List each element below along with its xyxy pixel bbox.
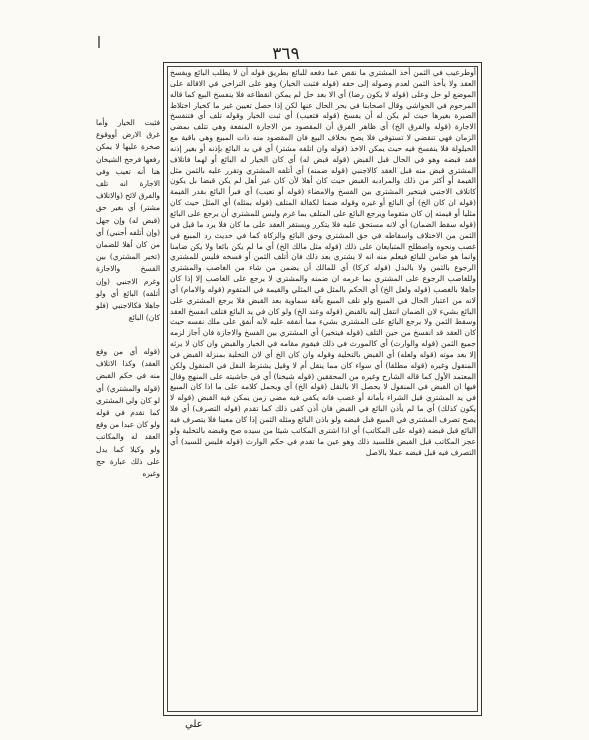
side-note-bottom-text: (قوله أي من وقع العقد) وكذا الاتلاف منه في حكم القبض (قوله والمشتري) أي لو كان ولي المشتري كما تقدم في قوله ولو كان عبدا من وقع العقد له والمكاتب ولو وكيلا كما يدل على ذلك عبارة حج وغيره — [96, 347, 160, 479]
main-text-block — [170, 68, 476, 710]
side-note-top-text: فثبت الخيار وأما غرق الارض أووقوع صخرة عليها لا يمكن رفعها فرجح الشيخان هنا أنه تعيب وفي الاجارة انه تلف والفرق لائح (والاتلاف مشتر) أي بغير حق (قبض له) وإن جهل (وإن أتلفه أجنبي) أي من كان أهلا للضمان (تخير المشتري) بين الفسخ والاجازة وغرم الاجنبي (وإن أتلفه) البائع أي ولو جاهلا فكالاجنبي (فلو كان) البائع — [95, 118, 160, 323]
side-note-top — [95, 117, 160, 323]
catchword: علي — [185, 719, 203, 730]
side-note-bottom — [96, 346, 160, 512]
main-text: أوطرعيب في الثمن أخذ المشتري ما نقص عما دفعه للبائع بطريق قوله أن لا يطلب البائع ويفسخ العقد ولا يأخذ الثمن لعدم وصوله إلى حقه (قوله فثبت الخيار) وهو على التراخي في الاقالة على الموضع لو حل وعلى (قوله لا يكون رضا) أي الا بعد حل لم يمكن انقطاعه فلا ينفسخ البيع كما قاله المرحوم في الحواشي وقال اصحابنا في بحر الحال عنها لكن إذا حصل تعيين غير ما كخيار اختلاط الصبرة بغيرها حيث لم يكن له أن يفسخ (قوله فتعيب) أي ثبت الخيار وقوله تلف أي فتنفسخ الاجارة (قوله والفرق الخ) أي ظاهر الفرق أن المقصود من الاجارة المنفعة وهي تتلف بمضي الزمان فهي تنقضي لا تستوفي فلا يصح بخلاف البيع فان المقصود منه ذات المبيع وهي باقية مع الحيلولة فلا ينفسخ فيه حيث يمكن الاخذ (قوله وان اتلفه مشتر) أي في يد البائع بإذنه أو بغير إذنه فقد قبضه وهو في الحال قبل القبض (قوله قبض له) أي كان الخيار له البائع أو لهما فاتلاف المشتري قبض منه قبل العقد كالاجنبي (قوله ضمنه) أي أتلفه المشتري وتقرر عليه بالثمن مثل القيمة أو أكثر من ذلك والمرادبه القبض حيث كان أهلا لأن كان غير أهل لم يكن قبضا بل يكون كاتلاف الاجنبي فيتخير المشتري بين الفسخ والامضاء (قوله أو تعيب) أي فبرأ البائع بقدر القيمة (قوله ان كان الخ) أي البائع أو غيره وقوله ضمنا لكفالة المتلف (قوله بمثله) أي المثل حيث كان مثليا أو قيمته إن كان متقوما ويرجع البائع على المتلف بما غرم وليس للمشتري أن يرجع على البائع (قوله سقط الضمان) أي لانه مستحق عليه فلا يتكرر ويستقر العقد على ما كان فلا يرد ما قيل في الثمن من الاختلاف واسقاطه في حق المشتري وحق البائع والزكاة كما في حديث رد المبيع في غصب ونحوه واصطلح المتبايعان على ذلك (قوله مثل مالك الخ) أي ما لم يكن بائعا ولا يكن ضامنا وانما هو ضامن للبائع فيعلم منه انه لا يشتري بعد ذلك فان أتلف الثمن أو فسخه فليس للمشتري الرجوع بالثمن ولا بالبدل (قوله كركا) أي للمالك أن يضمن من شاء من الغاصب والمشتري وللغاصب الرجوع على المشتري بما غرمه ان ضمنه والمشتري لا يرجع على الغاصب إلا إذا كان جاهلا بالغصب (قوله ولعل الخ) أي الحكم بالمثل في المثلي والقيمة في المتقوم (قوله والامام) أي لانه من اعتبار الحال في المبيع ولو تلف المبيع بآفة سماوية بعد القبض فلا يرجع المشتري على البائع بشيء لان الضمان انتقل إليه بالقبض (قوله وعند الخ) ولو كان في يد البائع فتلف انفسخ العقد وسقط الثمن ولا يرجع البائع على المشتري بشيء مما أنفقه عليه لأنه أنفق على ملك نفسه حيث كان العقد قد انفسخ من حين التلف (قوله فيتخير) أي المشتري بين الفسخ والاجازة فان أجاز لزمه جميع الثمن (قوله والوارث) أي كالمورث في ذلك فيقوم مقامه في الخيار والقبض وان كان لا يرثه إلا بعد موته (قوله ولعله) أي القبض بالتخلية وقوله وان كان الخ أي لان التخلية بمنزلة القبض في المنقول وغيره (قوله مطلقا) أي سواء كان مما ينقل أم لا وقيل يشترط النقل في المنقول ولكن المعتمد الأول كما قاله الشارح وغيره من المحققين (قوله شيخنا) أي في حاشيته على المنهج وقال فيها ان القبض في المنقول لا يحصل الا بالنقل (قوله الخ) أي ويحمل كلامه على ما اذا كان المبيع في يد المشتري قبل الشراء بأمانة أو غصب فانه يكفي فيه مضي زمن يمكن فيه القبض (قوله لا يكون كذلك) أي ما لم يأذن البائع في القبض فان أذن كفى ذلك كما تقدم (قوله التصرف) أي فلا يصح تصرف المشتري في المبيع قبل قبضه ولو باذن البائع ومثله الثمن إذا كان معينا فلا يتصرف فيه البائع قبل قبضه (قوله على المكاتب) أي اذا اشترى المكاتب شيئا من سيده صح وقبضه بالتخلية ولو عجز المكاتب قبل القبض فللسيد ذلك وهو عين ما تقدم في حكم الوارث (قوله فليس للسيد) أي التصرف فيه قبل قبضه عملا بالاصل — [170, 68, 476, 457]
margin-mark — [98, 36, 100, 48]
page-number: ٣٦٩ — [272, 44, 300, 64]
